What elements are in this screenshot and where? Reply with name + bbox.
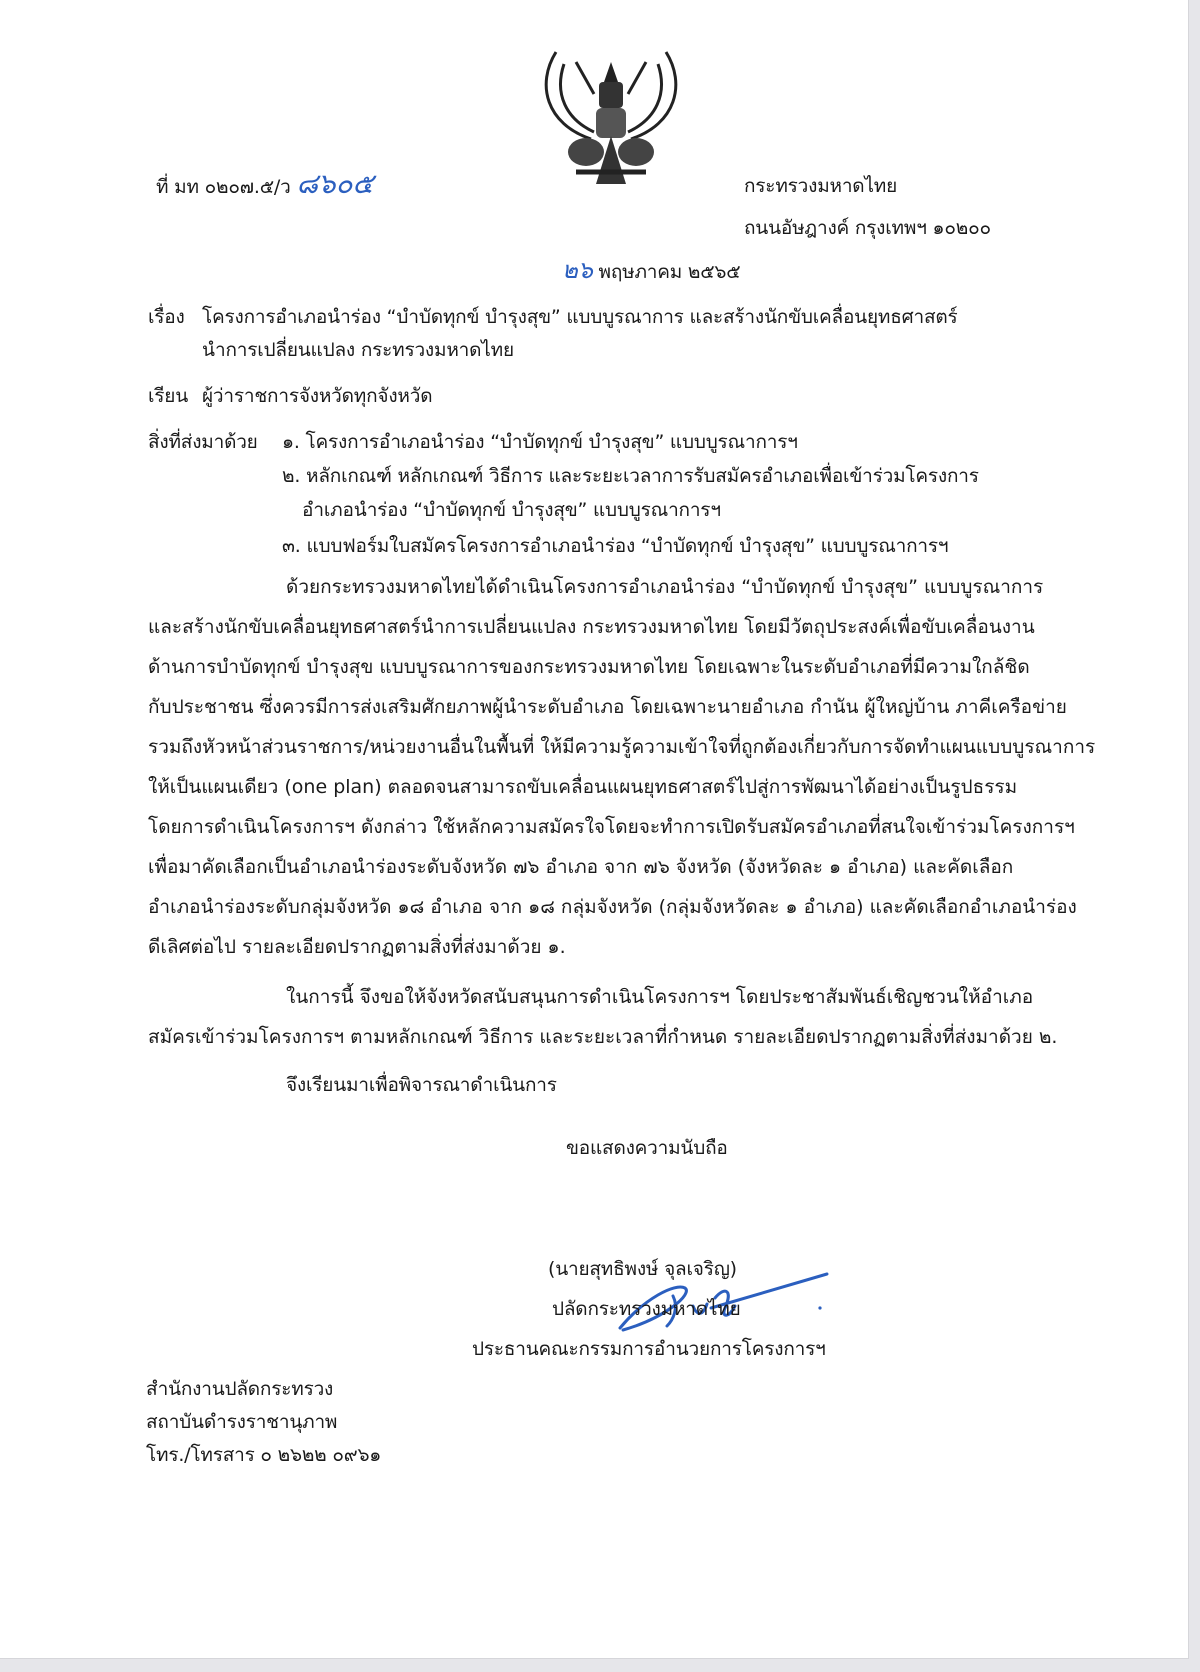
body-line: ด้วยกระทรวงมหาดไทยได้ดำเนินโครงการอำเภอนำร่อง “บำบัดทุกข์ บำรุงสุข” แบบบูรณาการ (286, 576, 1044, 598)
body-line: เพื่อมาคัดเลือกเป็นอำเภอนำร่องระดับจังหวัด ๗๖ อำเภอ จาก ๗๖ จังหวัด (จังหวัดละ ๑ อำเภอ) และคัดเลือก (148, 856, 1014, 878)
body-line: สมัครเข้าร่วมโครงการฯ ตามหลักเกณฑ์ วิธีการ และระยะเวลาที่กำหนด รายละเอียดปรากฏตามสิ่งที่ส่งมาด้วย ๒. (148, 1026, 1058, 1048)
reference-number (156, 167, 374, 200)
footer-unit: สถาบันดำรงราชานุภาพ (146, 1411, 338, 1433)
signer-committee-title: ประธานคณะกรรมการอำนวยการโครงการฯ (472, 1338, 826, 1360)
reference-handwritten-number: ๘๖๐๕ (296, 167, 374, 200)
subject-label: เรื่อง (148, 306, 185, 328)
enclosure-item-1: ๑. โครงการอำเภอนำร่อง “บำบัดทุกข์ บำรุงสุข” แบบบูรณาการฯ (282, 431, 798, 453)
body-line: อำเภอนำร่องระดับกลุ่มจังหวัด ๑๘ อำเภอ จาก ๑๘ กลุ่มจังหวัด (กลุ่มจังหวัดละ ๑ อำเภอ) และคัดเลือกอำเภอนำร่อง (148, 896, 1077, 918)
salutation-label: เรียน (148, 385, 189, 407)
subject-line-1: โครงการอำเภอนำร่อง “บำบัดทุกข์ บำรุงสุข” แบบบูรณาการ และสร้างนักขับเคลื่อนยุทธศาสตร์ (202, 306, 958, 328)
footer-office: สำนักงานปลัดกระทรวง (146, 1378, 334, 1400)
body-line: และสร้างนักขับเคลื่อนยุทธศาสตร์นำการเปลี่ยนแปลง กระทรวงมหาดไทย โดยมีวัตถุประสงค์เพื่อขับเคลื่อนงาน (148, 616, 1035, 638)
body-line: ดีเลิศต่อไป รายละเอียดปรากฏตามสิ่งที่ส่งมาด้วย ๑. (148, 936, 566, 958)
body-line: โดยการดำเนินโครงการฯ ดังกล่าว ใช้หลักความสมัครใจโดยจะทำการเปิดรับสมัครอำเภอที่สนใจเข้าร่วมโครงการฯ (148, 816, 1075, 838)
body-line: รวมถึงหัวหน้าส่วนราชการ/หน่วยงานอื่นในพื้นที่ ให้มีความรู้ความเข้าใจที่ถูกต้องเกี่ยวกับการจัดทำแผนแบบบูรณาการ (148, 736, 1096, 758)
recipient: ผู้ว่าราชการจังหวัดทุกจังหวัด (202, 385, 433, 407)
body-line: กับประชาชน ซึ่งควรมีการส่งเสริมศักยภาพผู้นำระดับอำเภอ โดยเฉพาะนายอำเภอ กำนัน ผู้ใหญ่บ้าน ภาคีเครือข่าย (148, 696, 1067, 718)
enclosure-item-2: ๒. หลักเกณฑ์ หลักเกณฑ์ วิธีการ และระยะเวลาการรับสมัครอำเภอเพื่อเข้าร่วมโครงการ (282, 465, 979, 487)
complimentary-close: ขอแสดงความนับถือ (566, 1137, 728, 1159)
letter-date (562, 258, 740, 284)
closing-request: จึงเรียนมาเพื่อพิจารณาดำเนินการ (286, 1074, 557, 1096)
issuer-address: ถนนอัษฎางค์ กรุงเทพฯ ๑๐๒๐๐ (744, 217, 991, 239)
enclosure-item-2-continued: อำเภอนำร่อง “บำบัดทุกข์ บำรุงสุข” แบบบูรณาการฯ (302, 499, 721, 521)
issuer-name: กระทรวงมหาดไทย (744, 175, 898, 197)
signer-name: (นายสุทธิพงษ์ จุลเจริญ) (548, 1258, 737, 1280)
garuda-emblem-icon (536, 44, 686, 194)
reference-label: ที่ มท ๐๒๐๗.๕/ว (156, 176, 291, 198)
enclosure-item-3: ๓. แบบฟอร์มใบสมัครโครงการอำเภอนำร่อง “บำบัดทุกข์ บำรุงสุข” แบบบูรณาการฯ (282, 535, 949, 557)
subject-line-2: นำการเปลี่ยนแปลง กระทรวงมหาดไทย (202, 339, 514, 361)
body-line: ด้านการบำบัดทุกข์ บำรุงสุข แบบบูรณาการของกระทรวงมหาดไทย โดยเฉพาะในระดับอำเภอที่มีความใกล้ชิด (148, 656, 1030, 678)
body-line: ให้เป็นแผนเดียว (one plan) ตลอดจนสามารถขับเคลื่อนแผนยุทธศาสตร์ไปสู่การพัฒนาได้อย่างเป็นรูปธรรม (148, 776, 1018, 798)
footer-phone: โทร./โทรสาร ๐ ๒๖๒๒ ๐๙๖๑ (146, 1444, 382, 1466)
signer-title: ปลัดกระทรวงมหาดไทย (552, 1298, 741, 1320)
body-line: ในการนี้ จึงขอให้จังหวัดสนับสนุนการดำเนินโครงการฯ โดยประชาสัมพันธ์เชิญชวนให้อำเภอ (286, 986, 1034, 1008)
enclosures-label: สิ่งที่ส่งมาด้วย (148, 431, 258, 453)
date-day-handwritten: ๒๖ (562, 256, 593, 284)
date-month-year: พฤษภาคม ๒๕๖๕ (598, 261, 741, 283)
